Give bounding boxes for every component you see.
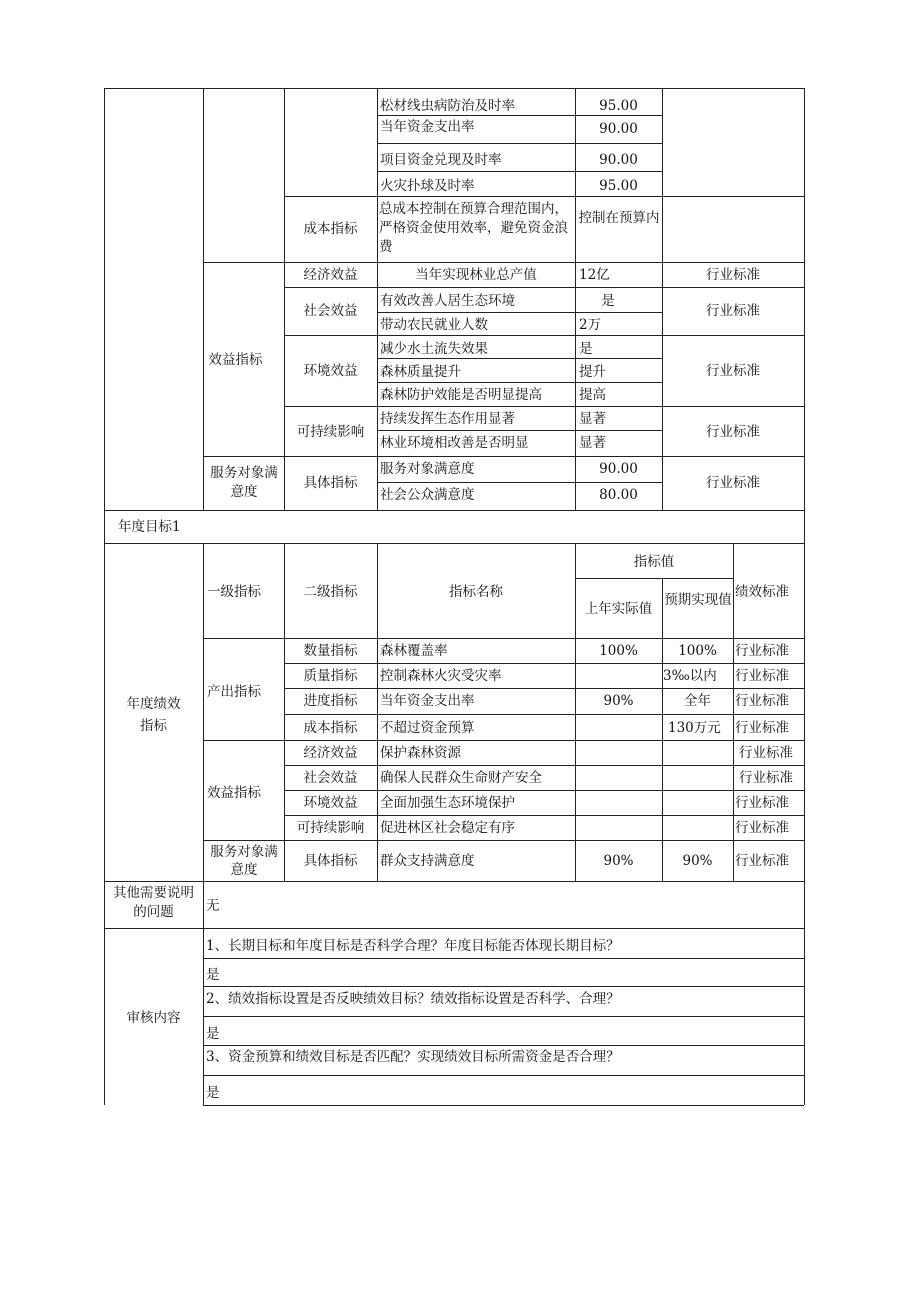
header-last-year: 上年实际值 bbox=[584, 601, 653, 617]
review-label: 审核内容 bbox=[126, 1010, 181, 1026]
row-standard: 行业标准 bbox=[735, 795, 789, 811]
satisfaction-level1: 服务对象满意度 bbox=[210, 844, 278, 878]
row-standard: 行业标准 bbox=[735, 720, 789, 736]
environment-benefit-name: 减少水土流失效果 bbox=[380, 341, 488, 357]
satisfaction-last-year: 90% bbox=[603, 853, 634, 869]
satisfaction-sub-label: 具体指标 bbox=[303, 475, 358, 491]
sustainable-impact-name: 持续发挥生态作用显著 bbox=[380, 411, 515, 427]
output-row-value: 90.00 bbox=[599, 152, 638, 168]
satisfaction-name: 服务对象满意度 bbox=[380, 461, 475, 477]
row-level2: 环境效益 bbox=[303, 795, 358, 811]
row-name: 确保人民群众生命财产安全 bbox=[380, 770, 542, 786]
economic-benefit-standard: 行业标准 bbox=[706, 267, 760, 283]
row-standard: 行业标准 bbox=[735, 820, 789, 836]
annual-goal-label: 年度目标1 bbox=[118, 519, 181, 535]
row-expected: 全年 bbox=[684, 693, 711, 709]
cost-indicator-value: 控制在预算内 bbox=[578, 210, 660, 226]
row-name: 当年资金支出率 bbox=[380, 693, 475, 709]
environment-benefit-label: 环境效益 bbox=[303, 363, 358, 379]
annual-indicators-label: 年度绩效指标 bbox=[126, 696, 181, 734]
row-last-year: 100% bbox=[599, 643, 638, 659]
header-value-group: 指标值 bbox=[633, 554, 675, 570]
row-level2: 成本指标 bbox=[303, 720, 358, 736]
row-level2: 经济效益 bbox=[303, 745, 358, 761]
row-standard: 行业标准 bbox=[739, 745, 793, 761]
environment-benefit-value: 提升 bbox=[579, 364, 606, 380]
review-answer: 是 bbox=[206, 967, 220, 983]
satisfaction-standard: 行业标准 bbox=[735, 853, 789, 869]
satisfaction-name: 社会公众满意度 bbox=[380, 487, 475, 503]
output-row-value: 90.00 bbox=[599, 121, 638, 137]
review-answer: 是 bbox=[206, 1026, 220, 1042]
environment-benefit-name: 森林防护效能是否明显提高 bbox=[380, 387, 542, 403]
header-standard: 绩效标准 bbox=[735, 584, 789, 600]
satisfaction-level2: 具体指标 bbox=[303, 853, 358, 869]
header-level1: 一级指标 bbox=[207, 584, 261, 600]
economic-benefit-label: 经济效益 bbox=[303, 267, 358, 283]
benefit-indicator-label: 效益指标 bbox=[207, 785, 261, 801]
row-name: 全面加强生态环境保护 bbox=[380, 795, 515, 811]
output-indicator-label: 产出指标 bbox=[207, 684, 261, 700]
row-level2: 可持续影响 bbox=[296, 820, 365, 836]
sustainable-impact-standard: 行业标准 bbox=[706, 424, 760, 440]
output-row-value: 95.00 bbox=[599, 178, 638, 194]
row-expected: 130万元 bbox=[668, 720, 721, 736]
other-issues-label: 其他需要说明的问题 bbox=[113, 885, 194, 920]
satisfaction-standard: 行业标准 bbox=[706, 475, 760, 491]
row-name: 保护森林资源 bbox=[380, 745, 461, 761]
row-name: 不超过资金预算 bbox=[380, 720, 475, 736]
row-expected: 100% bbox=[678, 643, 717, 659]
output-row-name: 松材线虫病防治及时率 bbox=[380, 98, 515, 114]
environment-benefit-name: 森林质量提升 bbox=[380, 364, 461, 380]
row-standard: 行业标准 bbox=[735, 668, 789, 684]
header-level2: 二级指标 bbox=[303, 584, 358, 600]
social-benefit-name: 带动农民就业人数 bbox=[380, 317, 488, 333]
economic-benefit-name: 当年实现林业总产值 bbox=[415, 267, 537, 283]
environment-benefit-standard: 行业标准 bbox=[706, 363, 760, 379]
cost-indicator-label: 成本指标 bbox=[303, 221, 358, 237]
row-level2: 进度指标 bbox=[303, 693, 358, 709]
sustainable-impact-value: 显著 bbox=[579, 435, 606, 451]
header-name: 指标名称 bbox=[449, 584, 503, 600]
sustainable-impact-value: 显著 bbox=[579, 411, 606, 427]
social-benefit-value: 是 bbox=[601, 293, 615, 309]
review-question: 2、绩效指标设置是否反映绩效目标？绩效指标设置是否科学、合理？ bbox=[206, 991, 620, 1007]
economic-benefit-value: 12亿 bbox=[579, 267, 610, 283]
row-name: 森林覆盖率 bbox=[380, 643, 448, 659]
satisfaction-name: 群众支持满意度 bbox=[380, 853, 475, 869]
social-benefit-name: 有效改善人居生态环境 bbox=[380, 293, 515, 309]
environment-benefit-value: 是 bbox=[579, 341, 593, 357]
social-benefit-standard: 行业标准 bbox=[706, 303, 760, 319]
output-row-name: 项目资金兑现及时率 bbox=[380, 152, 502, 168]
environment-benefit-value: 提高 bbox=[579, 387, 606, 403]
social-benefit-label: 社会效益 bbox=[303, 303, 358, 319]
other-issues-value: 无 bbox=[206, 898, 220, 914]
benefit-indicator-label: 效益指标 bbox=[208, 352, 263, 368]
row-level2: 社会效益 bbox=[303, 770, 358, 786]
satisfaction-value: 80.00 bbox=[599, 487, 638, 503]
satisfaction-expected: 90% bbox=[682, 853, 713, 869]
row-standard: 行业标准 bbox=[735, 693, 789, 709]
sustainable-impact-label: 可持续影响 bbox=[296, 424, 365, 440]
review-answer: 是 bbox=[206, 1085, 220, 1101]
satisfaction-label: 服务对象满意度 bbox=[210, 465, 278, 500]
header-expected: 预期实现值 bbox=[664, 592, 732, 608]
row-name: 促进林区社会稳定有序 bbox=[380, 820, 515, 836]
output-row-name: 当年资金支出率 bbox=[380, 119, 475, 135]
row-standard: 行业标准 bbox=[739, 770, 793, 786]
social-benefit-value: 2万 bbox=[579, 317, 602, 333]
row-expected: 3‰以内 bbox=[663, 668, 717, 684]
output-row-name: 火灾扑球及时率 bbox=[380, 178, 475, 194]
row-name: 控制森林火灾受灾率 bbox=[380, 668, 502, 684]
row-level2: 数量指标 bbox=[303, 643, 358, 659]
review-question: 3、资金预算和绩效目标是否匹配？实现绩效目标所需资金是否合理？ bbox=[206, 1049, 620, 1065]
row-level2: 质量指标 bbox=[303, 668, 358, 684]
review-question: 1、长期目标和年度目标是否科学合理？年度目标能否体现长期目标？ bbox=[206, 938, 620, 954]
satisfaction-value: 90.00 bbox=[599, 461, 638, 477]
row-last-year: 90% bbox=[603, 693, 634, 709]
output-row-value: 95.00 bbox=[599, 98, 638, 114]
cost-indicator-name: 总成本控制在预算合理范围内，严格资金使用效率，避免资金浪费 bbox=[379, 201, 568, 255]
row-standard: 行业标准 bbox=[735, 643, 789, 659]
sustainable-impact-name: 林业环境相改善是否明显 bbox=[380, 435, 529, 451]
